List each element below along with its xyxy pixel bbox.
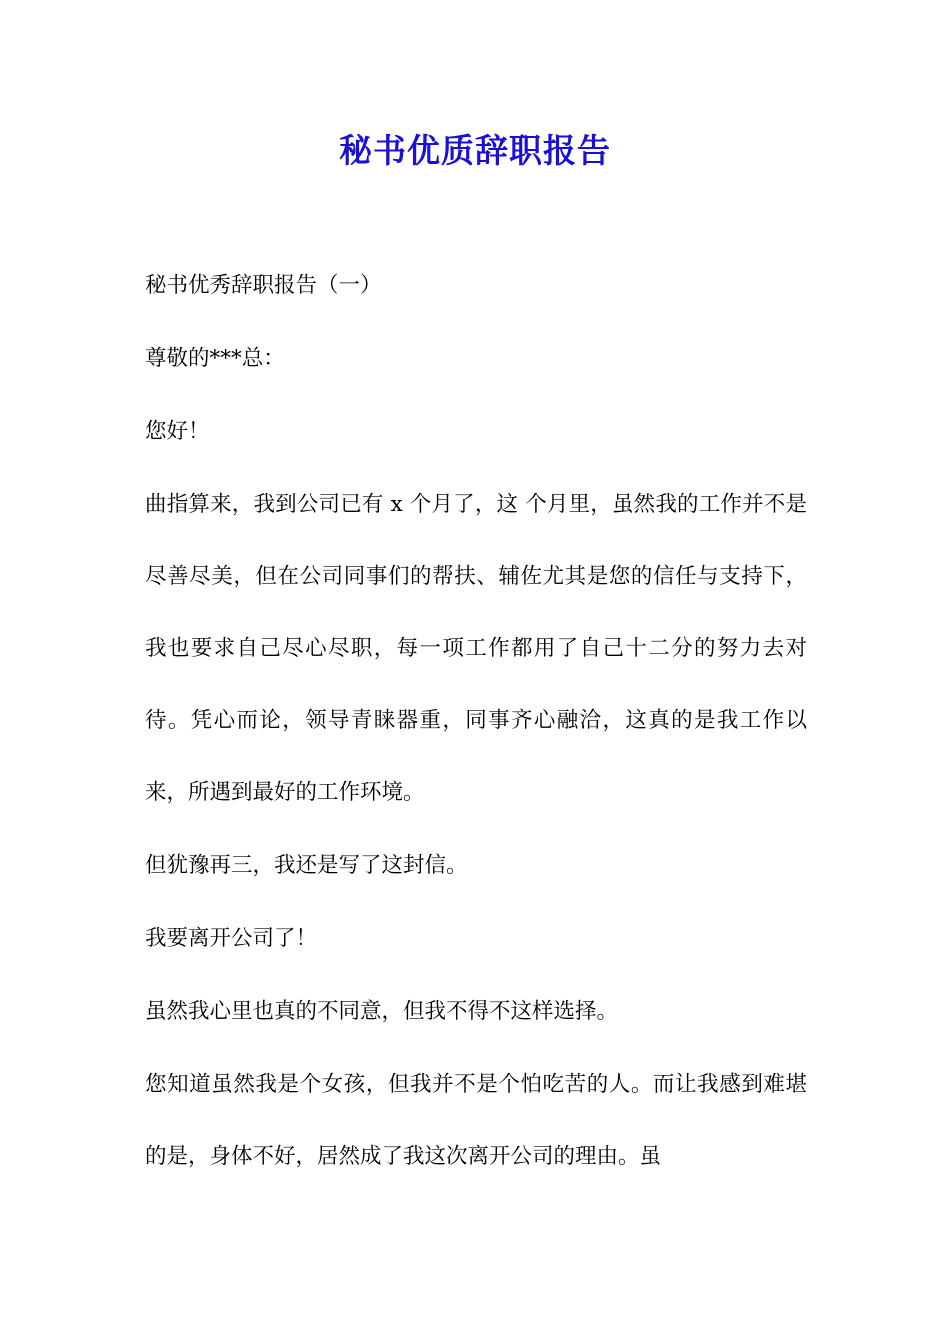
body-paragraph: 我要离开公司了！ [145,926,318,951]
body-paragraph: 曲指算来，我到公司已有 x 个月了，这 个月里，虽然我的工作并不是尽善尽美，但在公司同事们的帮扶、辅佐尤其是您的信任与支持下，我也要求自己尽心尽职，每一项工作都用了自己十二分的努力去对待。凭心而论，领导青睐器重，同事齐心融洽，这真的是我工作以来，所遇到最好的工作环境。 [145,492,807,805]
salutation: 尊敬的***总： [145,346,285,371]
body-paragraph: 您知道虽然我是个女孩，但我并不是个怕吃苦的人。而让我感到难堪的是，身体不好，居然成了我这次离开公司的理由。虽 [145,1072,807,1169]
body-paragraph: 虽然我心里也真的不同意，但我不得不这样选择。 [145,999,619,1024]
document-title: 秘书优质辞职报告 [339,131,611,170]
section-heading: 秘书优秀辞职报告（一） [145,273,382,298]
body-paragraph: 但犹豫再三，我还是写了这封信。 [145,853,468,878]
document-body [145,262,807,1206]
greeting: 您好！ [145,419,210,444]
